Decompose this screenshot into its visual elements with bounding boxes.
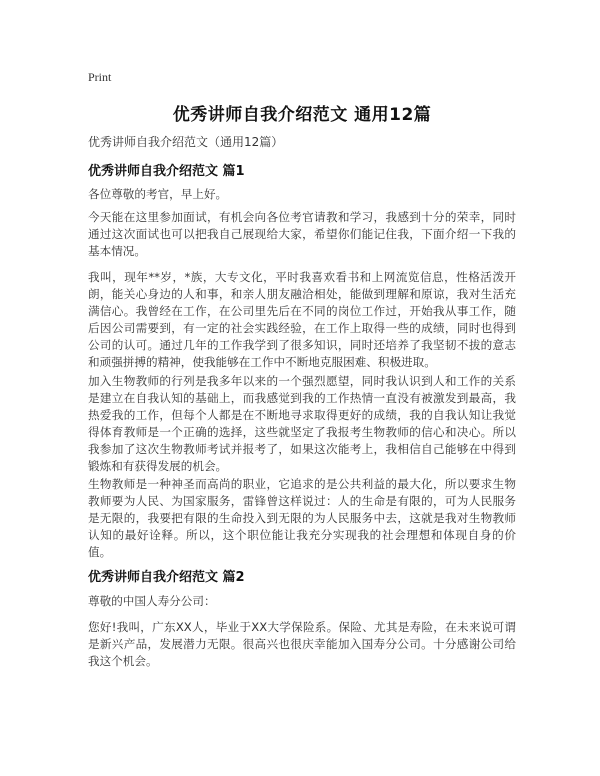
section-2-paragraph-2: 您好!我叫，广东XX人，毕业于XX大学保险系。保险、尤其是寿险，在未来说可谓是新兴产品，发展潜力无限。很高兴也很庆幸能加入国寿分公司。十分感谢公司给我这个机会。 bbox=[88, 620, 516, 668]
section-1-heading: 优秀讲师自我介绍范文 篇1 bbox=[88, 164, 245, 179]
section-1-paragraph-5: 生物教师是一种神圣而高尚的职业，它追求的是公共利益的最大化，所以要求生物教师要为人民、为国家服务，雷锋曾这样说过：人的生命是有限的，可为人民服务是无限的，我要把有限的生命投入到无限的为人民服务中去，这就是我对生物教师认知的最好诠释。所以，这个职位能让我充分实现我的社会理想和体现自身的价值。 bbox=[88, 477, 516, 559]
section-1-paragraph-4: 加入生物教师的行列是我多年以来的一个强烈愿望，同时我认识到人和工作的关系是建立在自我认知的基础上，而我感觉到我的工作热情一直没有被激发到最高，我热爱我的工作，但每个人都是在不断地寻求取得更好的成绩，我的自我认知让我觉得体育教师是一个正确的选择，这些就坚定了我报考生物教师的信心和决心。所以我参加了这次生物教师考试并报考了，如果这次能考上，我相信自己能够在中得到锻炼和有获得发展的机会。 bbox=[88, 374, 516, 473]
section-1-paragraph-1: 各位尊敬的考官，早上好。 bbox=[88, 187, 228, 201]
section-2-heading: 优秀讲师自我介绍范文 篇2 bbox=[88, 570, 245, 585]
section-2-paragraph-1: 尊敬的中国人寿分公司： bbox=[88, 594, 216, 608]
section-1-paragraph-3: 我叫，现年**岁，*族，大专文化，平时我喜欢看书和上网流览信息，性格活泼开朗，能关心身边的人和事，和亲人朋友融洽相处，能做到理解和原谅，我对生活充满信心。我曾经在工作，在公司里先后在不同的岗位工作过，开始我从事工作，随后因公司需要到，有一定的社会实践经验，在工作上取得一些的成绩，同时也得到公司的认可。通过几年的工作我学到了很多知识，同时还培养了我坚韧不拔的意志和顽强拼搏的精神，使我能够在工作中不断地克服困难、积极进取。 bbox=[88, 270, 516, 369]
document-title: 优秀讲师自我介绍范文 通用12篇 bbox=[172, 105, 432, 125]
print-link[interactable]: Print bbox=[88, 70, 112, 84]
document-subtitle: 优秀讲师自我介绍范文（通用12篇） bbox=[88, 135, 284, 149]
section-1-paragraph-2: 今天能在这里参加面试，有机会向各位考官请教和学习，我感到十分的荣幸，同时通过这次面试也可以把我自己展现给大家，希望你们能记住我，下面介绍一下我的基本情况。 bbox=[88, 210, 516, 258]
